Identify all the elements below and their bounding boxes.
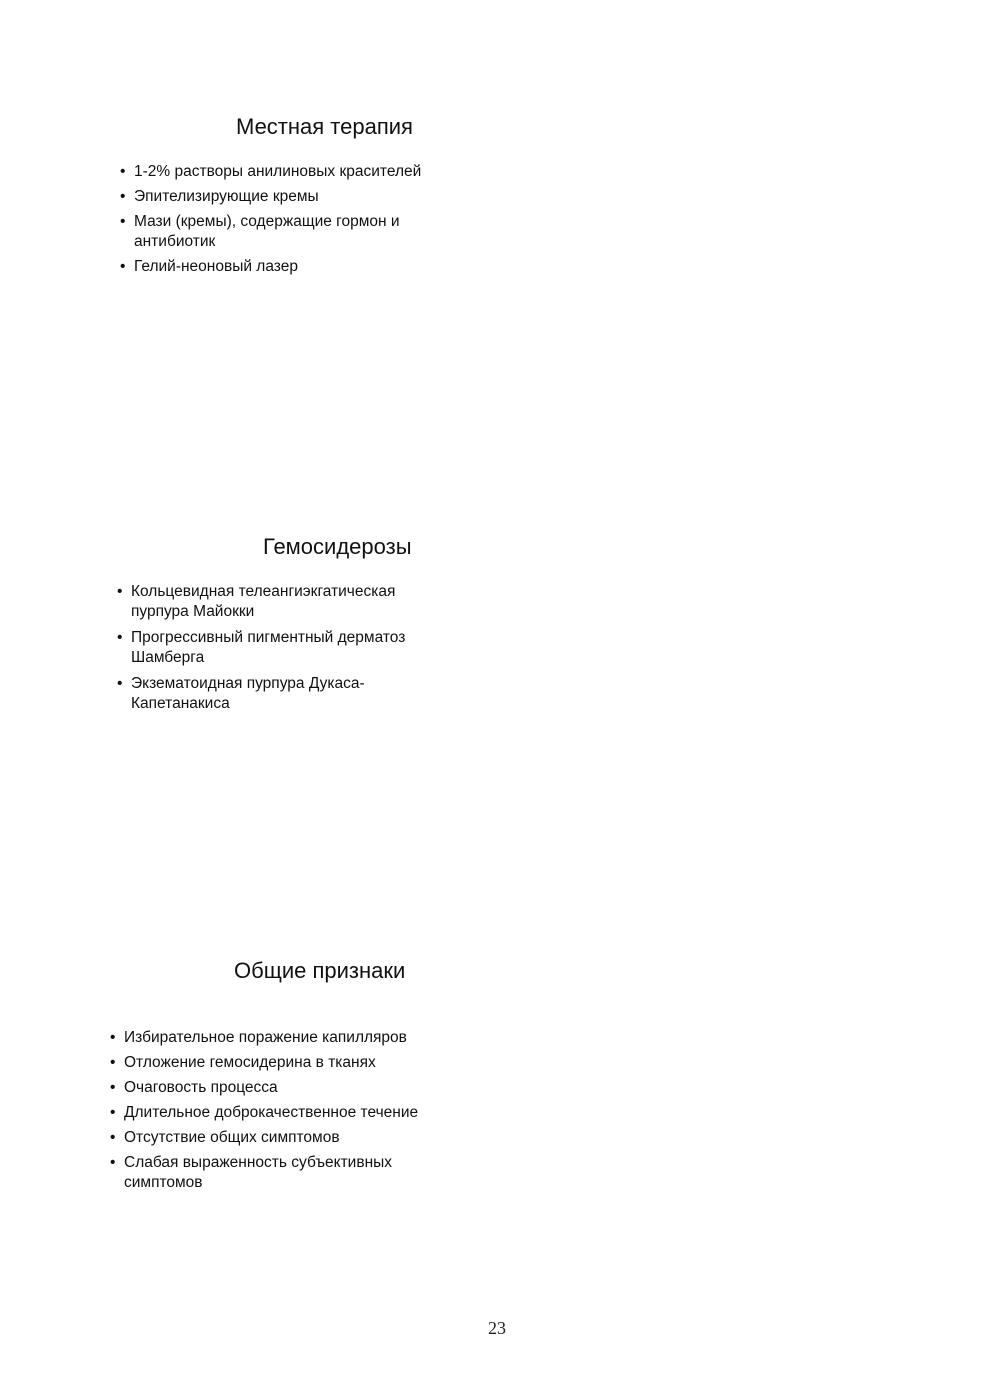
list-item: • Мази (кремы), содержащие гормон и антибиотик [120,212,480,252]
bullet-list [110,1028,470,1198]
slide-title: Гемосидерозы [263,534,412,559]
list-item: • Эпителизирующие кремы [120,187,480,207]
list-item: • Экзематоидная пурпура Дукаса-Капетанакиса [117,674,457,714]
slide-title: Местная терапия [236,114,413,139]
list-item: • Очаговость процесса [110,1078,470,1098]
list-item: • Отложение гемосидерина в тканях [110,1053,470,1073]
page-number: 23 [488,1318,506,1338]
list-item: • Избирательное поражение капилляров [110,1028,470,1048]
bullet-list [117,582,457,720]
list-item: • 1-2% растворы анилиновых красителей [120,162,480,182]
list-item: • Длительное доброкачественное течение [110,1103,470,1123]
list-item: • Прогрессивный пигментный дерматоз Шамберга [117,628,457,668]
bullet-list [120,162,480,282]
list-item: • Гелий-неоновый лазер [120,257,480,277]
slide-title: Общие признаки [234,958,406,983]
list-item: • Отсутствие общих симптомов [110,1128,470,1148]
list-item: • Кольцевидная телеангиэкгатическая пурпура Майокки [117,582,457,622]
list-item: • Слабая выраженность субъективных симптомов [110,1153,470,1193]
